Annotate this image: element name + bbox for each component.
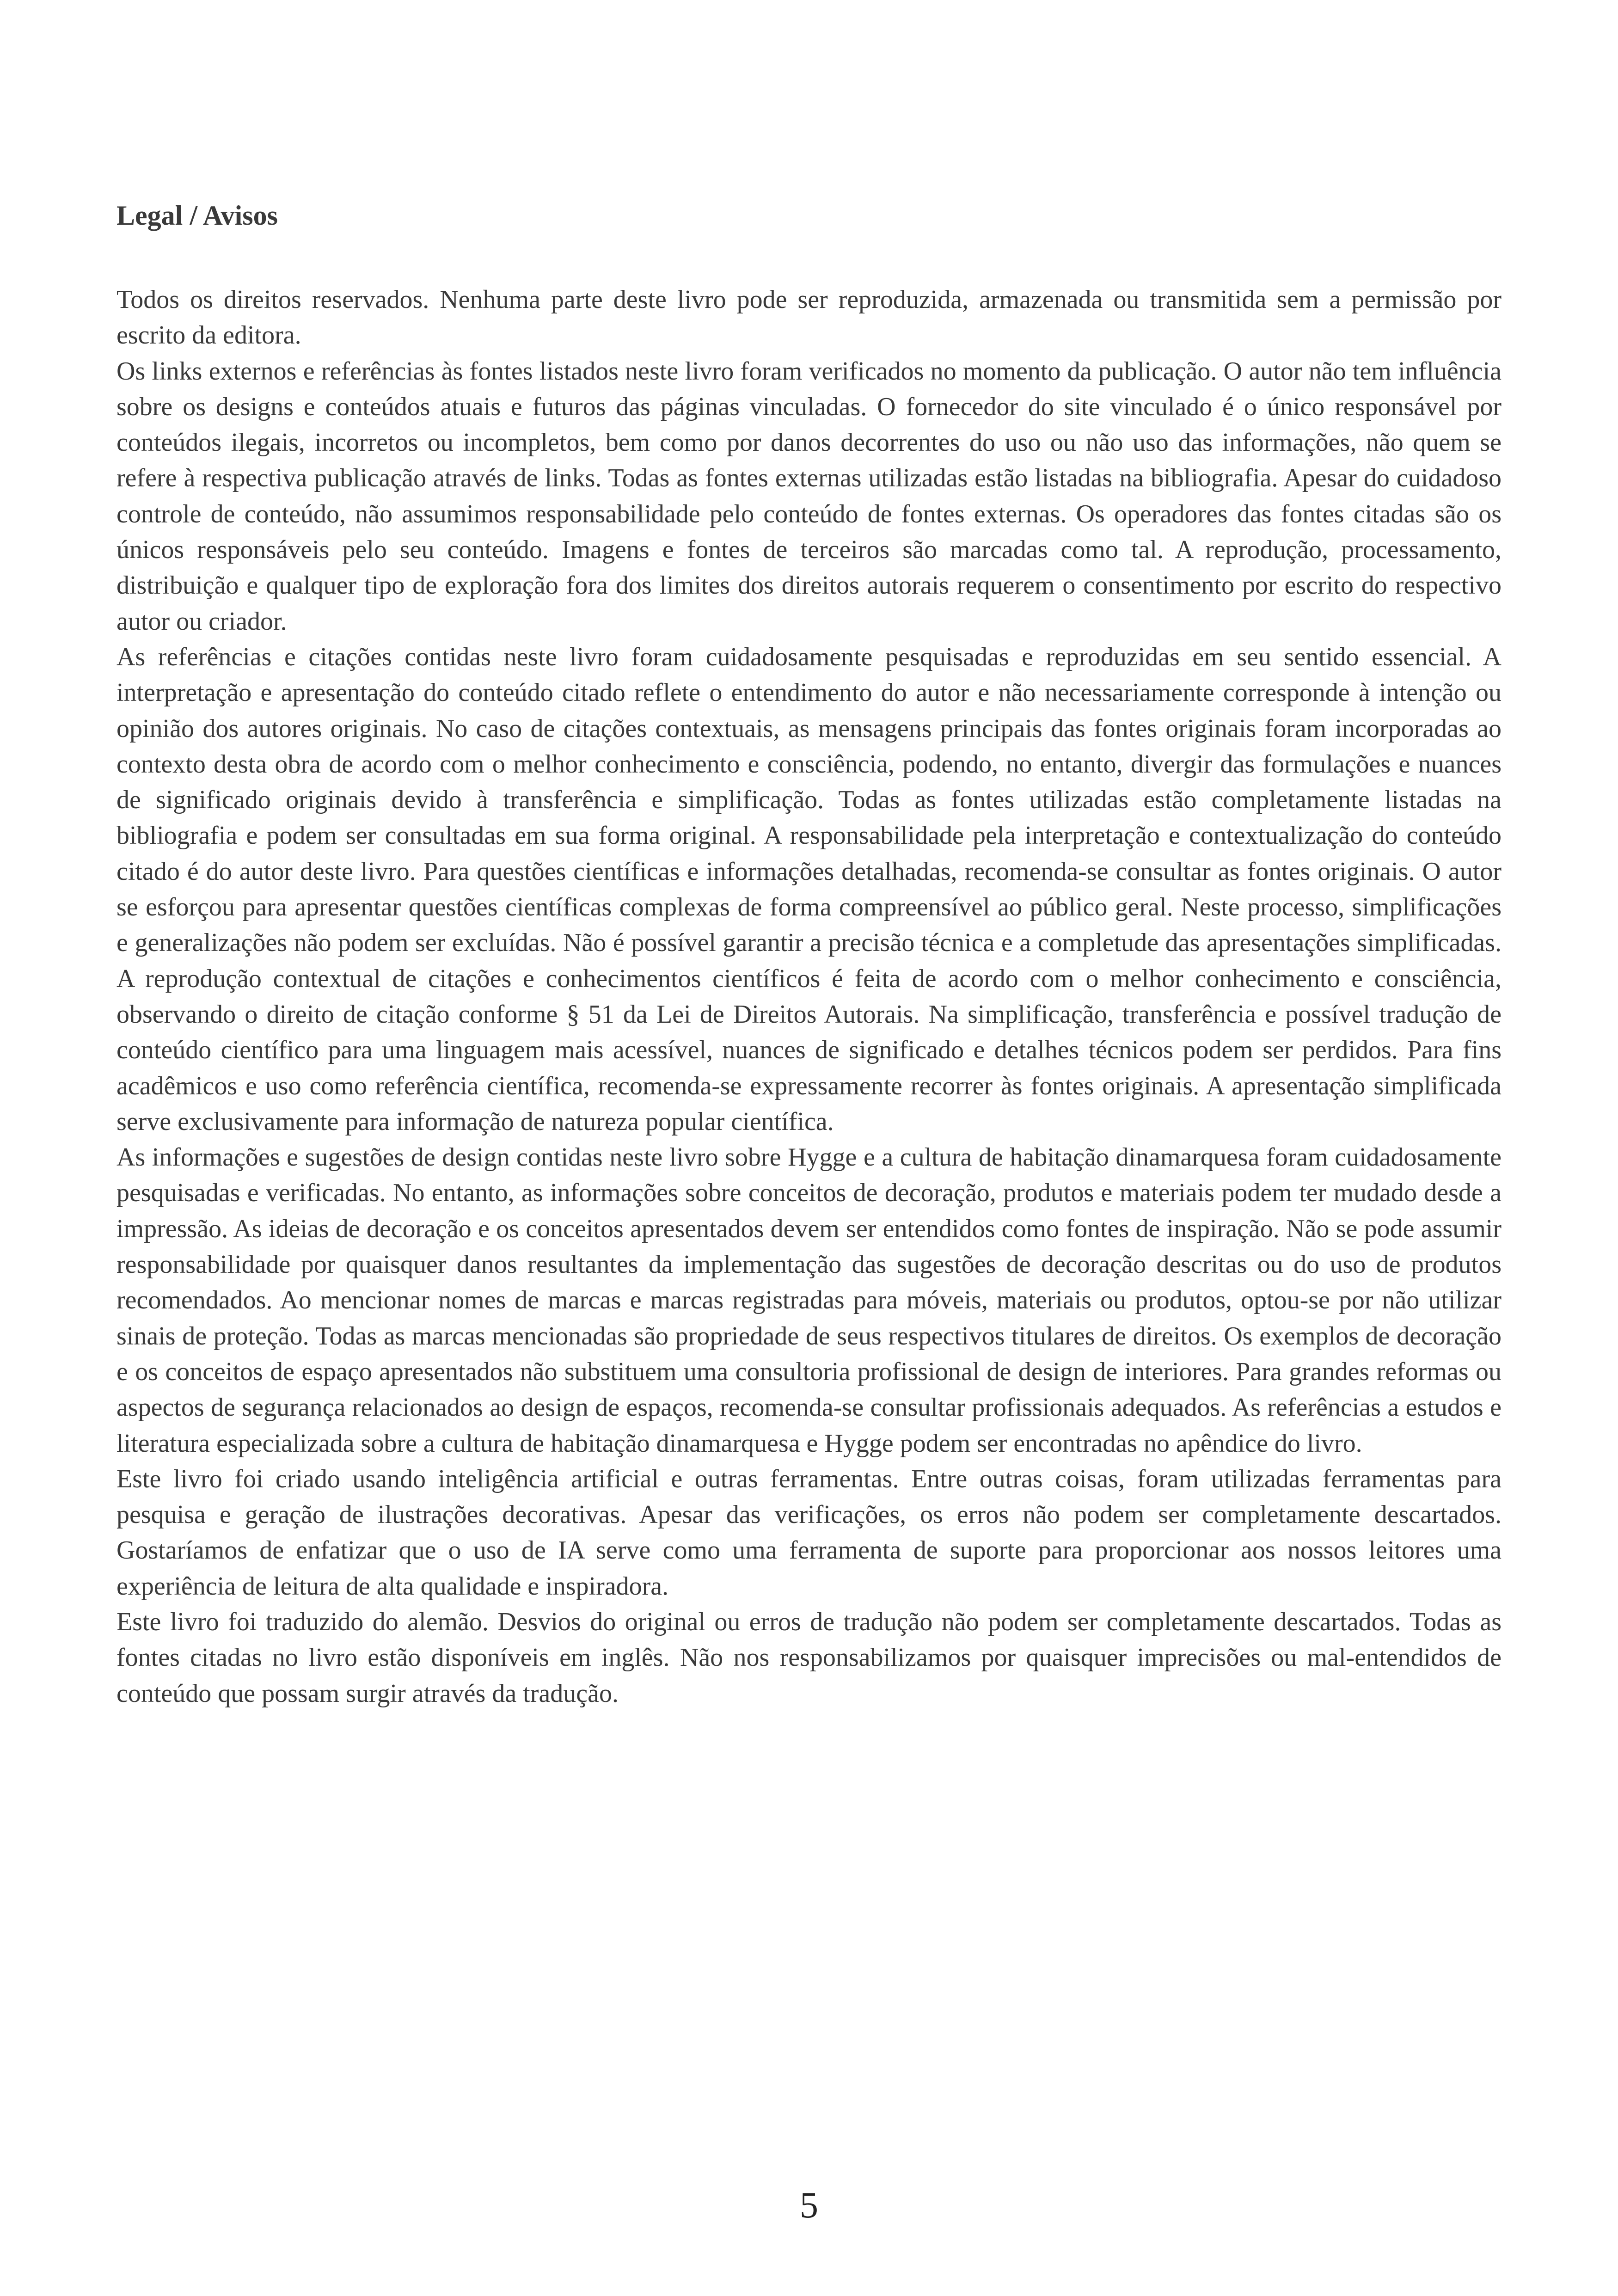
paragraph-ai-usage: Este livro foi criado usando inteligência artificial e outras ferramentas. Entre outras coisas, foram utilizadas ferramentas para pesquisa e geração de ilustrações decorativas. Apesar das verificações, os erros não podem ser completamente descartados. Gostaríamos de enfatizar que o uso de IA serve como uma ferramenta de suporte para proporcionar aos nossos leitores uma experiência de leitura de alta qualidade e inspiradora. [116, 1464, 1502, 1601]
paragraph-design-info: As informações e sugestões de design contidas neste livro sobre Hygge e a cultura de habitação dinamarquesa foram cuidadosamente pesquisadas e verificadas. No entanto, as informações sobre conceitos de decoração, produtos e materiais podem ter mudado desde a impressão. As ideias de decoração e os conceitos apresentados devem ser entendidos como fontes de inspiração. Não se pode assumir responsabilidade por quaisquer danos resultantes da implementação das sugestões de decoração descritas ou do uso de produtos recomendados. Ao mencionar nomes de marcas e marcas registradas para móveis, materiais ou produtos, optou-se por não utilizar sinais de proteção. Todas as marcas mencionadas são propriedade de seus respectivos titulares de direitos. Os exemplos de decoração e os conceitos de espaço apresentados não substituem uma consultoria profissional de design de interiores. Para grandes reformas ou aspectos de segurança relacionados ao design de espaços, recomenda-se consultar profissionais adequados. As referências a estudos e literatura especializada sobre a cultura de habitação dinamarquesa e Hygge podem ser encontradas no apêndice do livro. [116, 1143, 1502, 1458]
legal-notice-section [116, 197, 1502, 1712]
paragraph-citations: As referências e citações contidas neste livro foram cuidadosamente pesquisadas e reproduzidas em seu sentido essencial. A interpretação e apresentação do conteúdo citado reflete o entendimento do autor e não necessariamente corresponde à intenção ou opinião dos autores originais. No caso de citações contextuais, as mensagens principais das fontes originais foram incorporadas ao contexto desta obra de acordo com o melhor conhecimento e consciência, podendo, no entanto, divergir das formulações e nuances de significado originais devido à transferência e simplificação. Todas as fontes utilizadas estão completamente listadas na bibliografia e podem ser consultadas em sua forma original. A responsabilidade pela interpretação e contextualização do conteúdo citado é do autor deste livro. Para questões científicas e informações detalhadas, recomenda-se consultar as fontes originais. O autor se esforçou para apresentar questões científicas complexas de forma compreensível ao público geral. Neste processo, simplificações e generalizações não podem ser excluídas. Não é possível garantir a precisão técnica e a completude das apresentações simplificadas. A reprodução contextual de citações e conhecimentos científicos é feita de acordo com o melhor conhecimento e consciência, observando o direito de citação conforme § 51 da Lei de Direitos Autorais. Na simplificação, transferência e possível tradução de conteúdo científico para uma linguagem mais acessível, nuances de significado e detalhes técnicos podem ser perdidos. Para fins acadêmicos e uso como referência científica, recomenda-se expressamente recorrer às fontes originais. A apresentação simplificada serve exclusivamente para informação de natureza popular científica. [116, 642, 1502, 1136]
page-title: Legal / Avisos [116, 200, 278, 231]
paragraph-copyright: Todos os direitos reservados. Nenhuma parte deste livro pode ser reproduzida, armazenada ou transmitida sem a permissão por escrito da editora. [116, 285, 1502, 350]
paragraph-external-links: Os links externos e referências às fontes listados neste livro foram verificados no momento da publicação. O autor não tem influência sobre os designs e conteúdos atuais e futuros das páginas vinculadas. O fornecedor do site vinculado é o único responsável por conteúdos ilegais, incorretos ou incompletos, bem como por danos decorrentes do uso ou não uso das informações, não quem se refere à respectiva publicação através de links. Todas as fontes externas utilizadas estão listadas na bibliografia. Apesar do cuidadoso controle de conteúdo, não assumimos responsabilidade pelo conteúdo de fontes externas. Os operadores das fontes citadas são os únicos responsáveis pelo seu conteúdo. Imagens e fontes de terceiros são marcadas como tal. A reprodução, processamento, distribuição e qualquer tipo de exploração fora dos limites dos direitos autorais requerem o consentimento por escrito do respectivo autor ou criador. [116, 356, 1502, 636]
paragraph-translation: Este livro foi traduzido do alemão. Desvios do original ou erros de tradução não podem ser completamente descartados. Todas as fontes citadas no livro estão disponíveis em inglês. Não nos responsabilizamos por quaisquer imprecisões ou mal-entendidos de conteúdo que possam surgir através da tradução. [116, 1607, 1502, 1708]
page-number: 5 [800, 2185, 818, 2226]
